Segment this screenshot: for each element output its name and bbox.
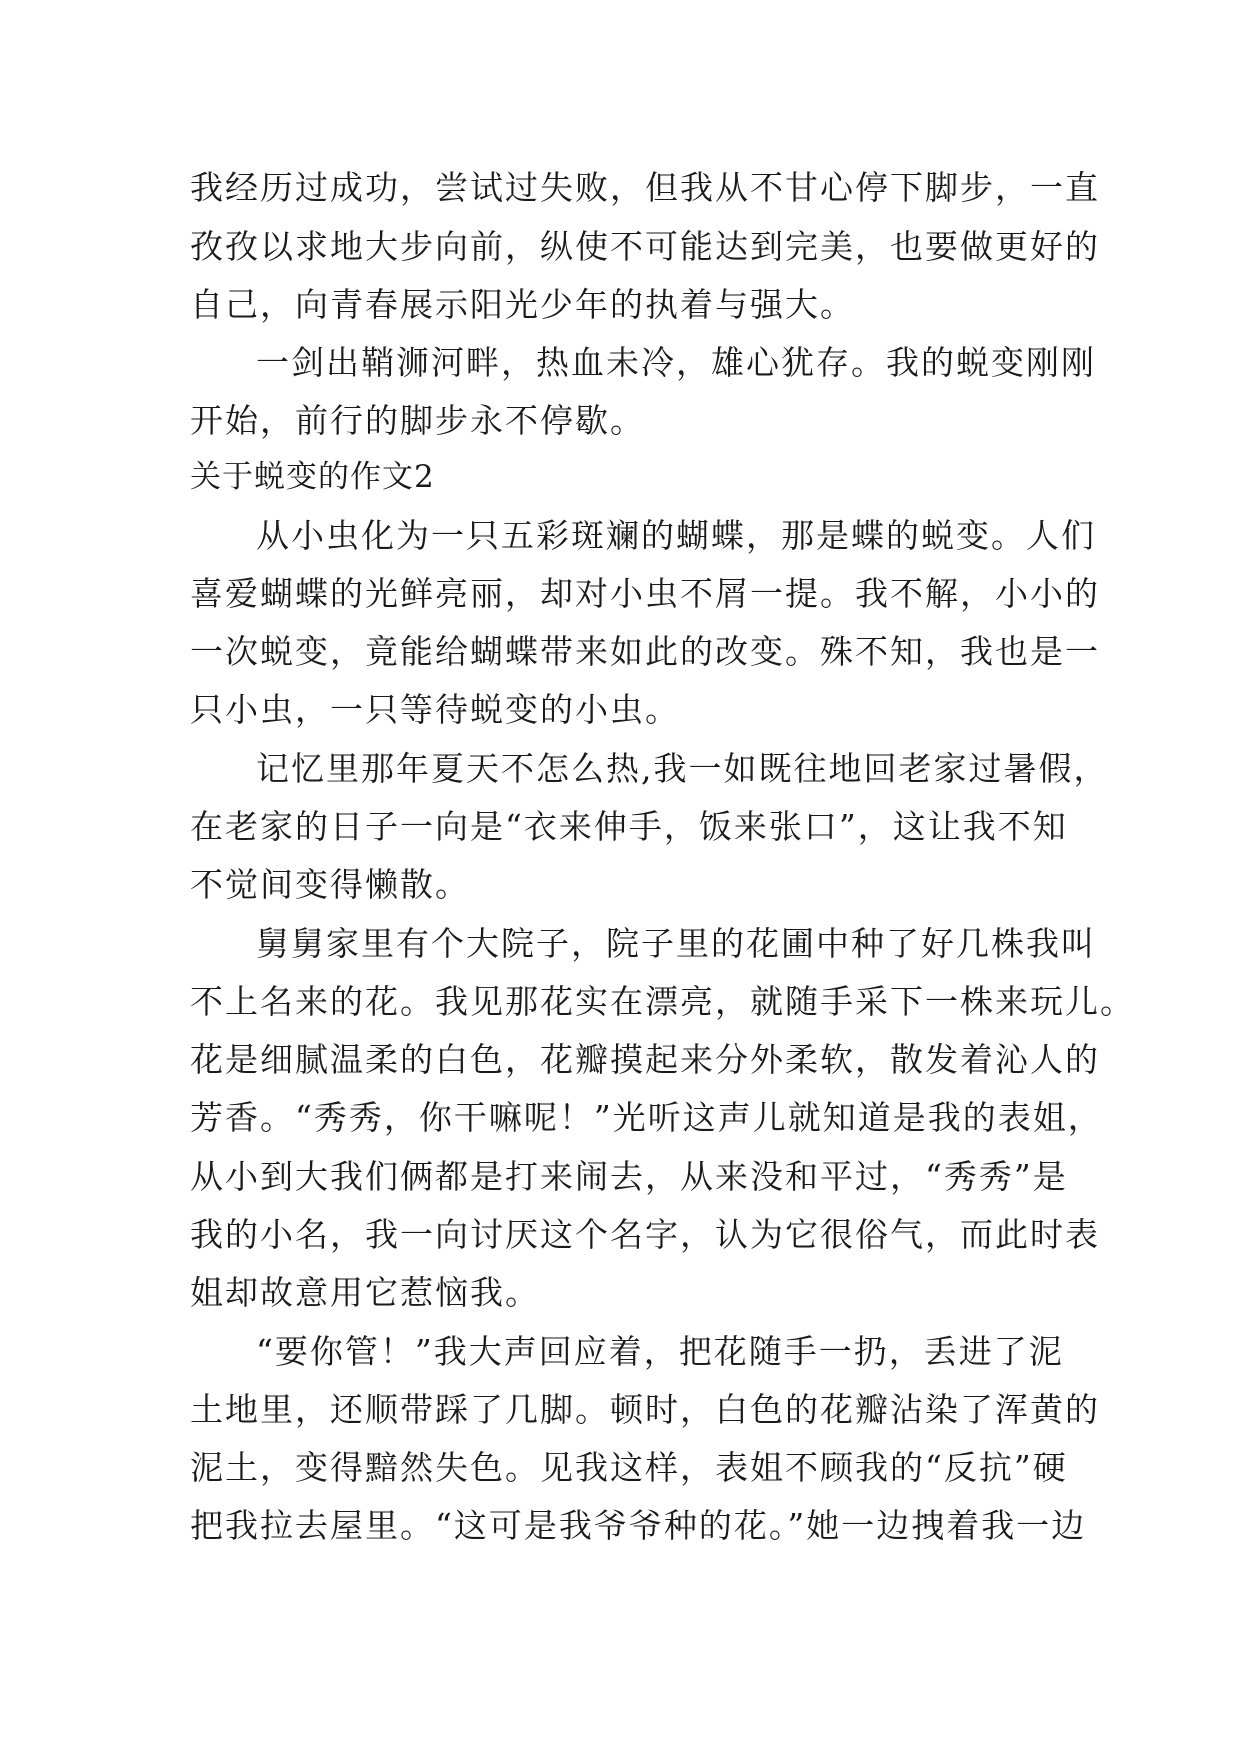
- text-line: 喜爱蝴蝶的光鲜亮丽，却对小虫不屑一提。我不解，小小的: [190, 574, 1100, 613]
- text-line: 孜孜以求地大步向前，纵使不可能达到完美，也要做更好的: [190, 227, 1100, 266]
- paragraph-start-line: 记忆里那年夏天不怎么热,我一如既往地回老家过暑假，: [256, 749, 1109, 788]
- text-line: 一次蜕变，竟能给蝴蝶带来如此的改变。殊不知，我也是一: [190, 632, 1100, 671]
- text-line: 我的小名，我一向讨厌这个名字，认为它很俗气，而此时表: [190, 1215, 1100, 1254]
- text-line: 不觉间变得懒散。: [190, 865, 470, 904]
- text-line: 开始，前行的脚步永不停歇。: [190, 401, 645, 440]
- text-line: 姐却故意用它惹恼我。: [190, 1273, 540, 1312]
- paragraph-start-line: 从小虫化为一只五彩斑斓的蝴蝶，那是蝶的蜕变。人们: [256, 516, 1096, 555]
- text-line: 把我拉去屋里。“这可是我爷爷种的花。”她一边拽着我一边: [190, 1506, 1087, 1545]
- text-line: 不上名来的花。我见那花实在漂亮，就随手采下一株来玩儿。: [190, 982, 1135, 1021]
- text-line: 在老家的日子一向是“衣来伸手，饭来张口”，这让我不知: [190, 807, 1068, 846]
- text-line: 自己，向青春展示阳光少年的执着与强大。: [190, 285, 855, 324]
- paragraph-start-line: 一剑出鞘浉河畔，热血未冷，雄心犹存。我的蜕变刚刚: [256, 343, 1096, 382]
- text-line: 只小虫，一只等待蜕变的小虫。: [190, 690, 680, 729]
- text-line: 土地里，还顺带踩了几脚。顿时，白色的花瓣沾染了浑黄的: [190, 1390, 1100, 1429]
- text-line: 从小到大我们俩都是打来闹去，从来没和平过，“秀秀”是: [190, 1157, 1068, 1196]
- text-line: 芳香。“秀秀，你干嘛呢！”光听这声儿就知道是我的表姐，: [190, 1098, 1103, 1137]
- text-line: 花是细腻温柔的白色，花瓣摸起来分外柔软，散发着沁人的: [190, 1040, 1100, 1079]
- paragraph-start-line: “要你管！”我大声回应着，把花随手一扔，丢进了泥: [256, 1332, 1064, 1371]
- paragraph-start-line: 舅舅家里有个大院子，院子里的花圃中种了好几株我叫: [256, 924, 1096, 963]
- text-line: 泥土，变得黯然失色。见我这样，表姐不顾我的“反抗”硬: [190, 1448, 1068, 1487]
- section-heading: 关于蜕变的作文2: [190, 459, 435, 495]
- text-line: 我经历过成功，尝试过失败，但我从不甘心停下脚步，一直: [190, 168, 1100, 207]
